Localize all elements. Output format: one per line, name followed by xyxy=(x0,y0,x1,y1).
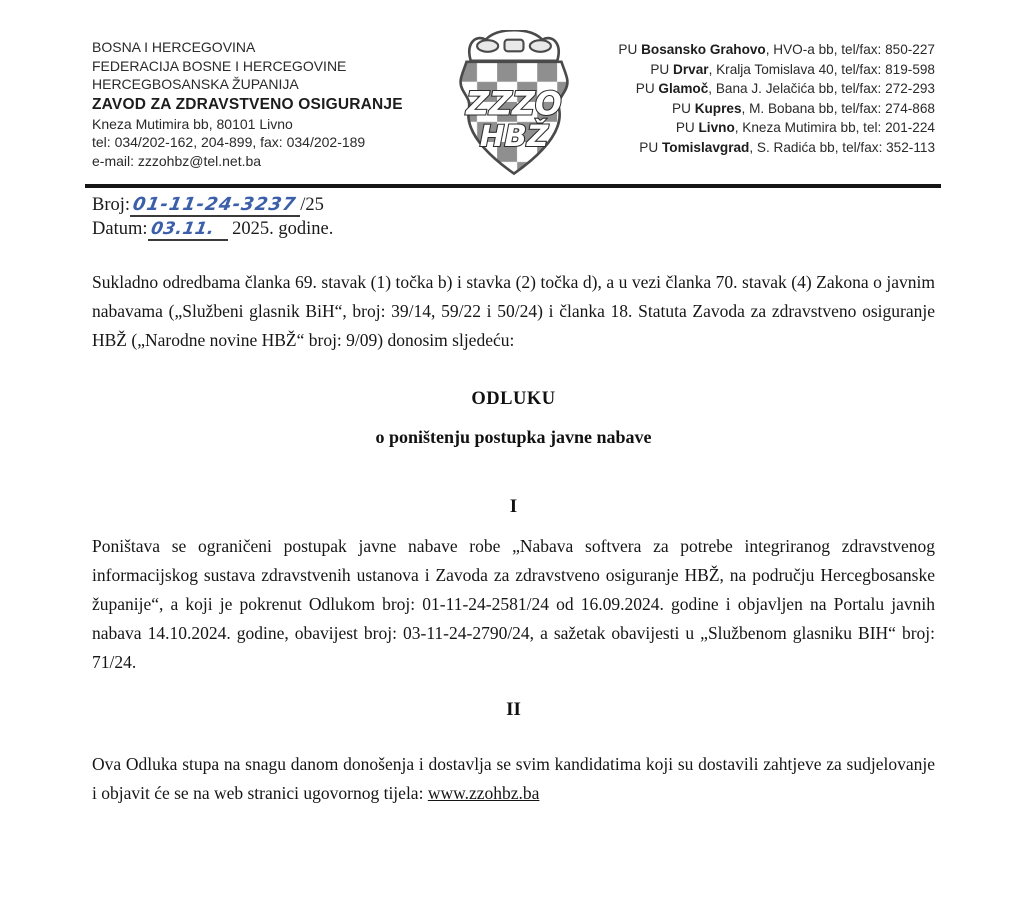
broj-suffix: /25 xyxy=(300,195,324,215)
document-title: ODLUKU xyxy=(471,389,556,409)
office-line: PU Kupres, M. Bobana bb, tel/fax: 274-868 xyxy=(672,100,935,116)
datum-handwritten-value: 03.11. xyxy=(148,219,216,239)
reference-block xyxy=(92,193,935,241)
logo-text-hbz: HBŽ xyxy=(479,119,549,154)
country-line: BOSNA I HERCEGOVINA xyxy=(92,39,256,55)
shield-crest-icon xyxy=(456,30,572,178)
datum-handwritten-field xyxy=(148,220,228,241)
office-line: PU Glamoč, Bana J. Jelačića bb, tel/fax: 272-293 xyxy=(635,81,935,97)
logo-text-zzzo: ZZZO xyxy=(466,86,562,123)
office-line: PU Drvar, Kralja Tomislava 40, tel/fax: 819-598 xyxy=(650,61,935,77)
office-line: PU Bosansko Grahovo, HVO-a bb, tel/fax: 850-227 xyxy=(618,42,935,57)
phone-line: tel: 034/202-162, 204-899, fax: 034/202-189 xyxy=(92,134,366,151)
letterhead-left-block xyxy=(92,38,450,171)
letterhead-right-block xyxy=(578,38,935,158)
broj-handwritten-value: 01-11-24-3237 xyxy=(131,194,299,215)
letterhead xyxy=(92,38,935,178)
website-link[interactable]: www.zzohbz.ba xyxy=(427,783,540,803)
datum-suffix: 2025. godine. xyxy=(232,219,334,239)
intro-paragraph: Sukladno odredbama članka 69. stavak (1) točka b) i stavka (2) točka d), a u vezi članka 70. stavak (4) Zakona o javnim nabavama („Službeni glasnik BiH“, broj: 39/14, 59/22 i 50/24) i članka 18. Statuta Zavoda za zdravstveno osiguranje HBŽ („Narodne novine HBŽ“ broj: 9/09) donosim sljedeću: xyxy=(92,272,935,350)
address-line: Kneza Mutimira bb, 80101 Livno xyxy=(92,115,293,132)
office-line: PU Livno, Kneza Mutimira bb, tel: 201-224 xyxy=(675,120,935,136)
section-1-heading: I xyxy=(509,496,518,517)
broj-handwritten-field xyxy=(130,195,300,217)
section-2-text: Ova Odluka stupa na snagu danom donošenja i dostavlja se svim kandidatima koji su dostavili zahtjeve za sudjelovanje i objavit će se na web stranici ugovornog tijela: xyxy=(92,754,935,803)
letterhead-divider xyxy=(85,184,941,188)
document-body xyxy=(92,268,935,808)
email-line: e-mail: zzzohbz@tel.net.ba xyxy=(92,152,262,169)
organization-logo xyxy=(450,30,578,178)
organization-name: ZAVOD ZA ZDRAVSTVENO OSIGURANJE xyxy=(92,95,403,113)
county-line: HERCEGBOSANSKA ŽUPANIJA xyxy=(92,76,299,93)
section-1-paragraph: Poništava se ograničeni postupak javne nabave robe „Nabava softvera za potrebe integriranog zdravstvenog informacijskog sustava zdravstvenih ustanova i Zavoda za zdravstveno osiguranje HBŽ, na području Hercegbosanske županije“, a koji je pokrenut Odlukom broj: 01-11-24-2581/24 od 16.09.2024. godine i objavljen na Portalu javnih nabava 14.10.2024. godine, obavijest broj: 03-11-24-2790/24, a sažetak obavijesti u „Službenom glasniku BIH“ broj: 71/24. xyxy=(92,536,935,672)
document-subtitle: o poništenju postupka javne nabave xyxy=(375,427,652,447)
section-2-paragraph xyxy=(92,750,935,808)
broj-label: Broj: xyxy=(92,195,131,215)
reference-number-line xyxy=(92,193,935,217)
section-2-heading: II xyxy=(506,699,521,720)
federation-line: FEDERACIJA BOSNE I HERCEGOVINE xyxy=(92,57,347,74)
datum-label: Datum: xyxy=(92,219,148,239)
office-line: PU Tomislavgrad, S. Radića bb, tel/fax: 352-113 xyxy=(639,139,935,155)
reference-date-line xyxy=(92,217,935,241)
